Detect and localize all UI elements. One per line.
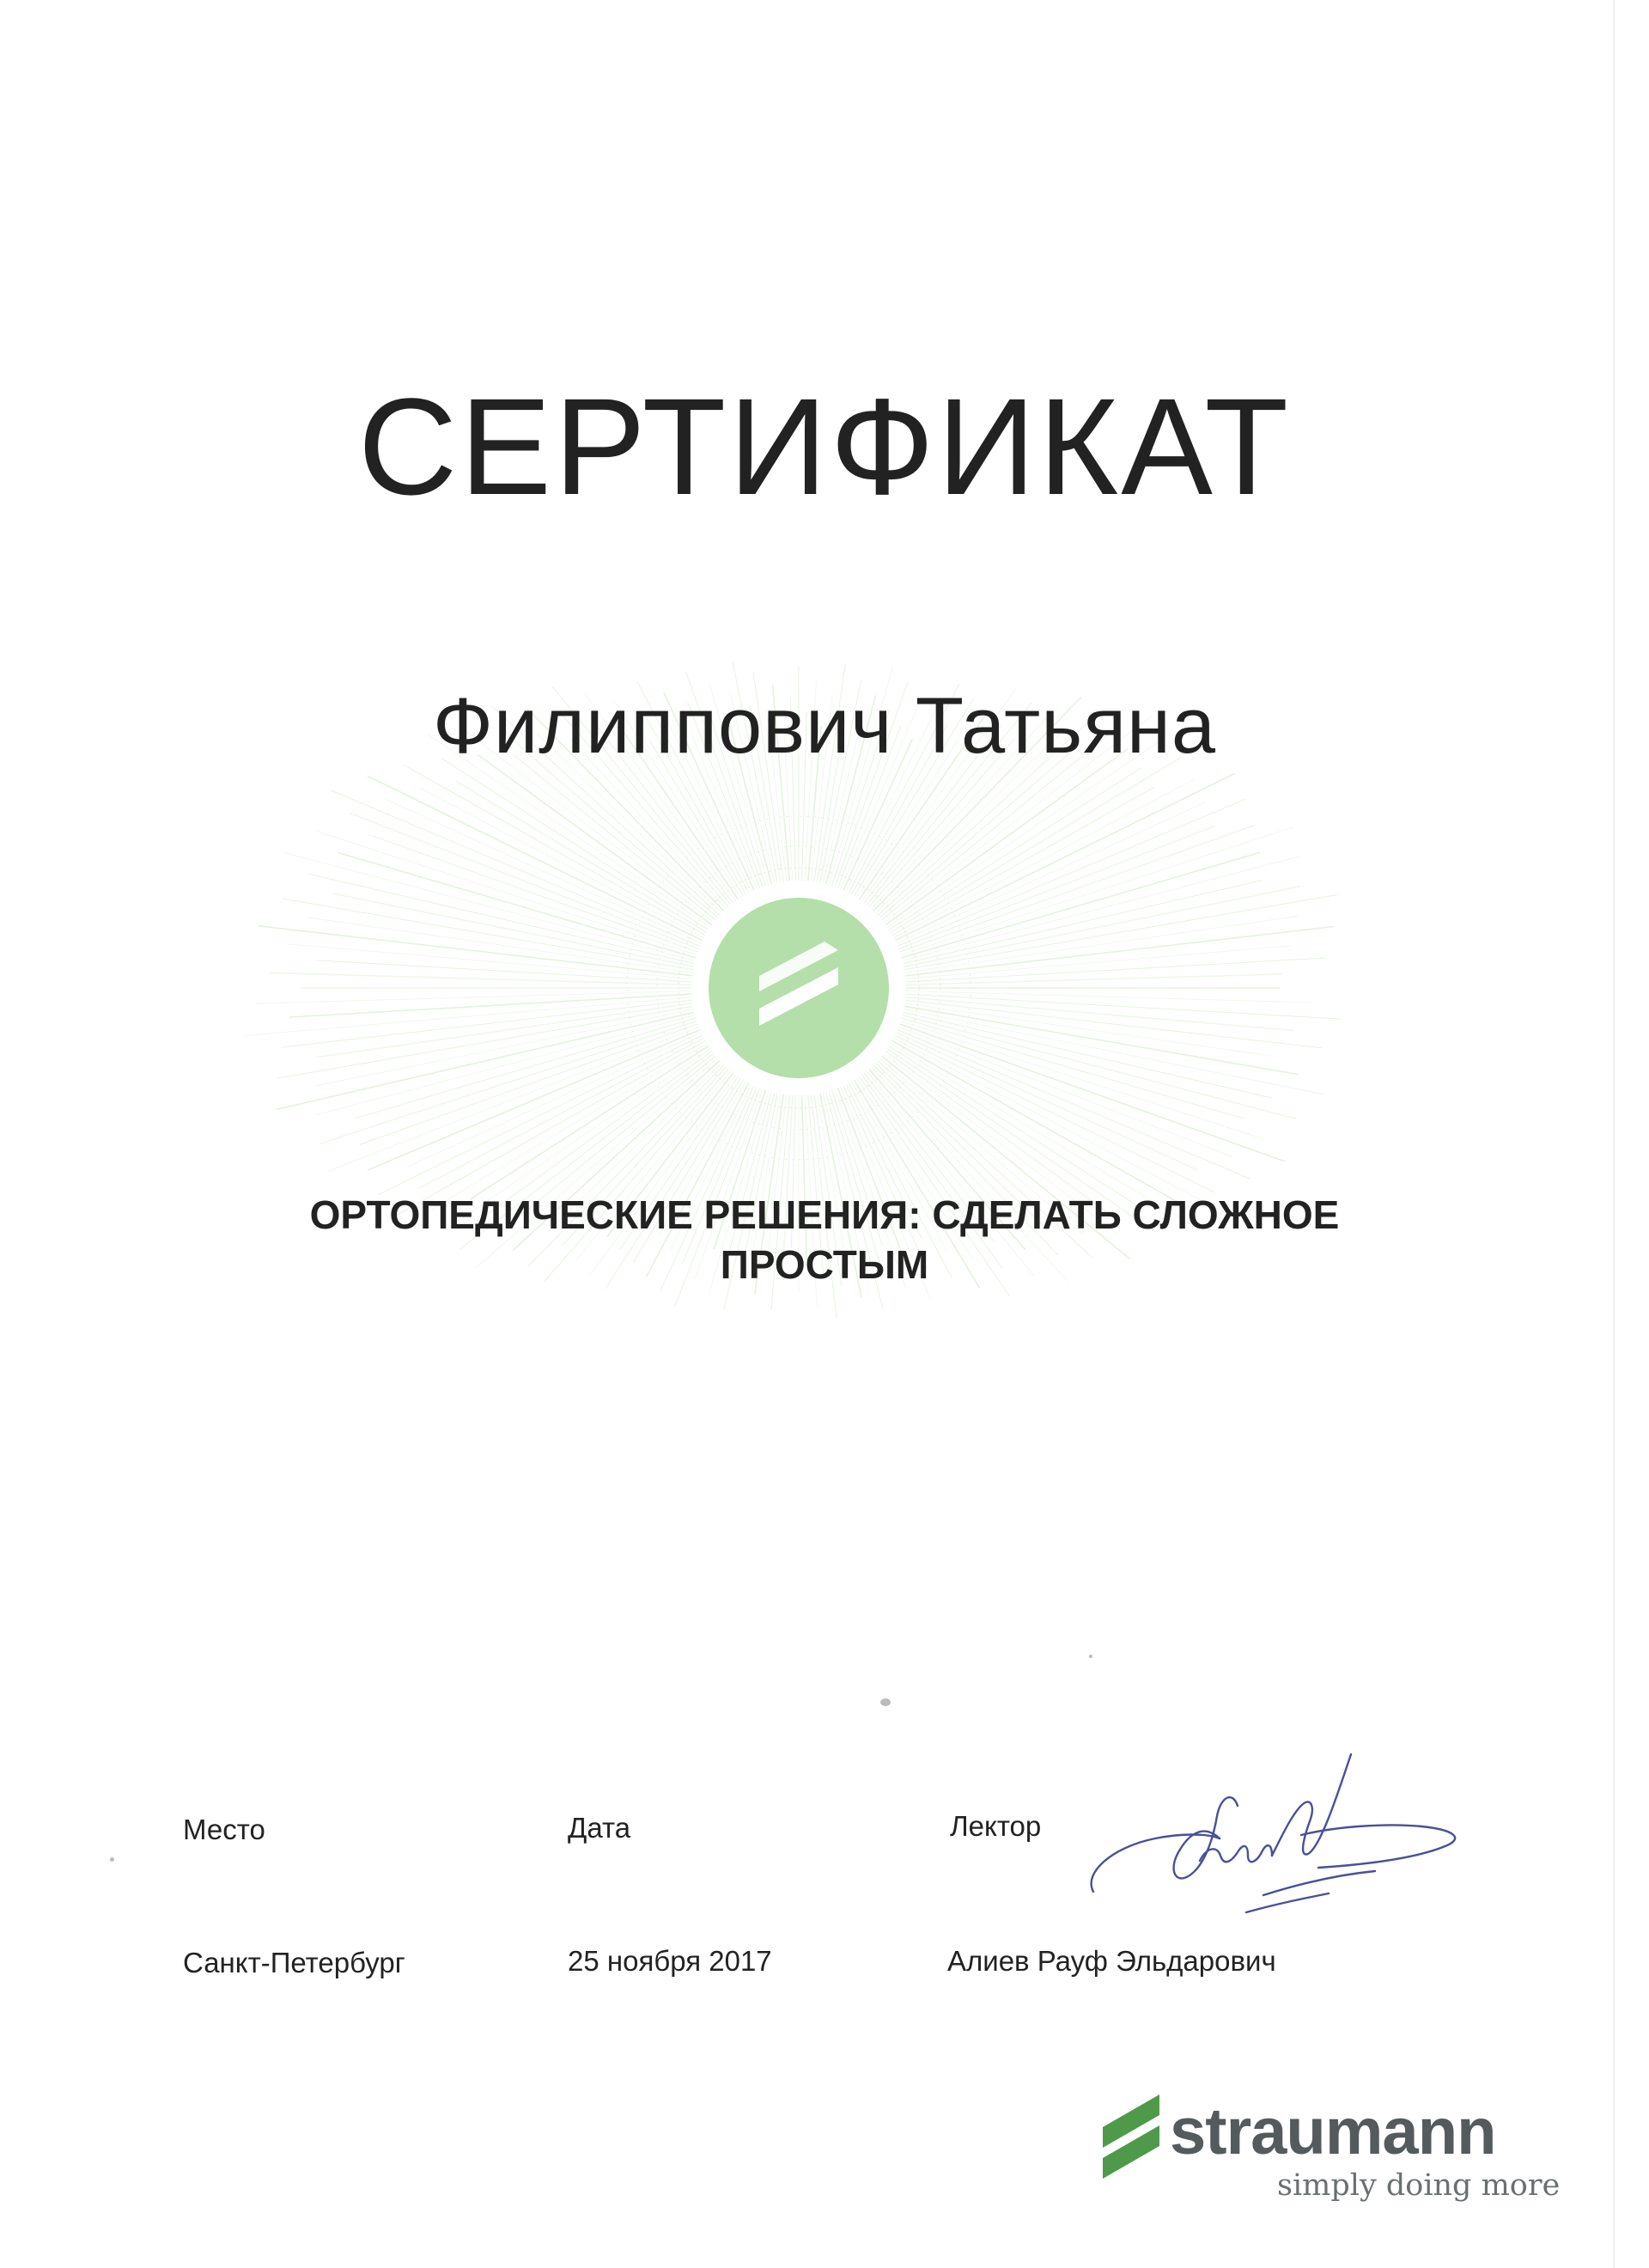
- date-value: 25 ноября 2017: [568, 1945, 772, 1977]
- course-title-line-1: ОРТОПЕДИЧЕСКИЕ РЕШЕНИЯ: СДЕЛАТЬ СЛОЖНОЕ: [309, 1192, 1340, 1237]
- certificate-title: СЕРТИФИКАТ: [357, 369, 1292, 523]
- brand-tagline: simply doing more: [1277, 2168, 1561, 2203]
- lecturer-label: Лектор: [950, 1810, 1042, 1842]
- lecturer-signature: [1078, 1744, 1473, 1933]
- straumann-s-logo-icon: [1098, 2089, 1165, 2184]
- scan-speck: [880, 1698, 891, 1706]
- straumann-s-emblem-icon: [706, 895, 891, 1081]
- lecturer-name: Алиев Рауф Эльдарович: [947, 1945, 1276, 1977]
- brand-wordmark: straumann: [1170, 2095, 1496, 2168]
- course-title: [189, 1190, 1460, 1289]
- scan-speck: [1089, 1655, 1092, 1658]
- date-label: Дата: [568, 1812, 631, 1844]
- place-value: Санкт-Петербург: [183, 1947, 405, 1978]
- place-label: Место: [183, 1814, 265, 1845]
- recipient-name: Филиппович Татьяна: [432, 682, 1217, 770]
- scan-speck: [110, 1857, 114, 1862]
- course-title-line-2: ПРОСТЫМ: [720, 1242, 929, 1287]
